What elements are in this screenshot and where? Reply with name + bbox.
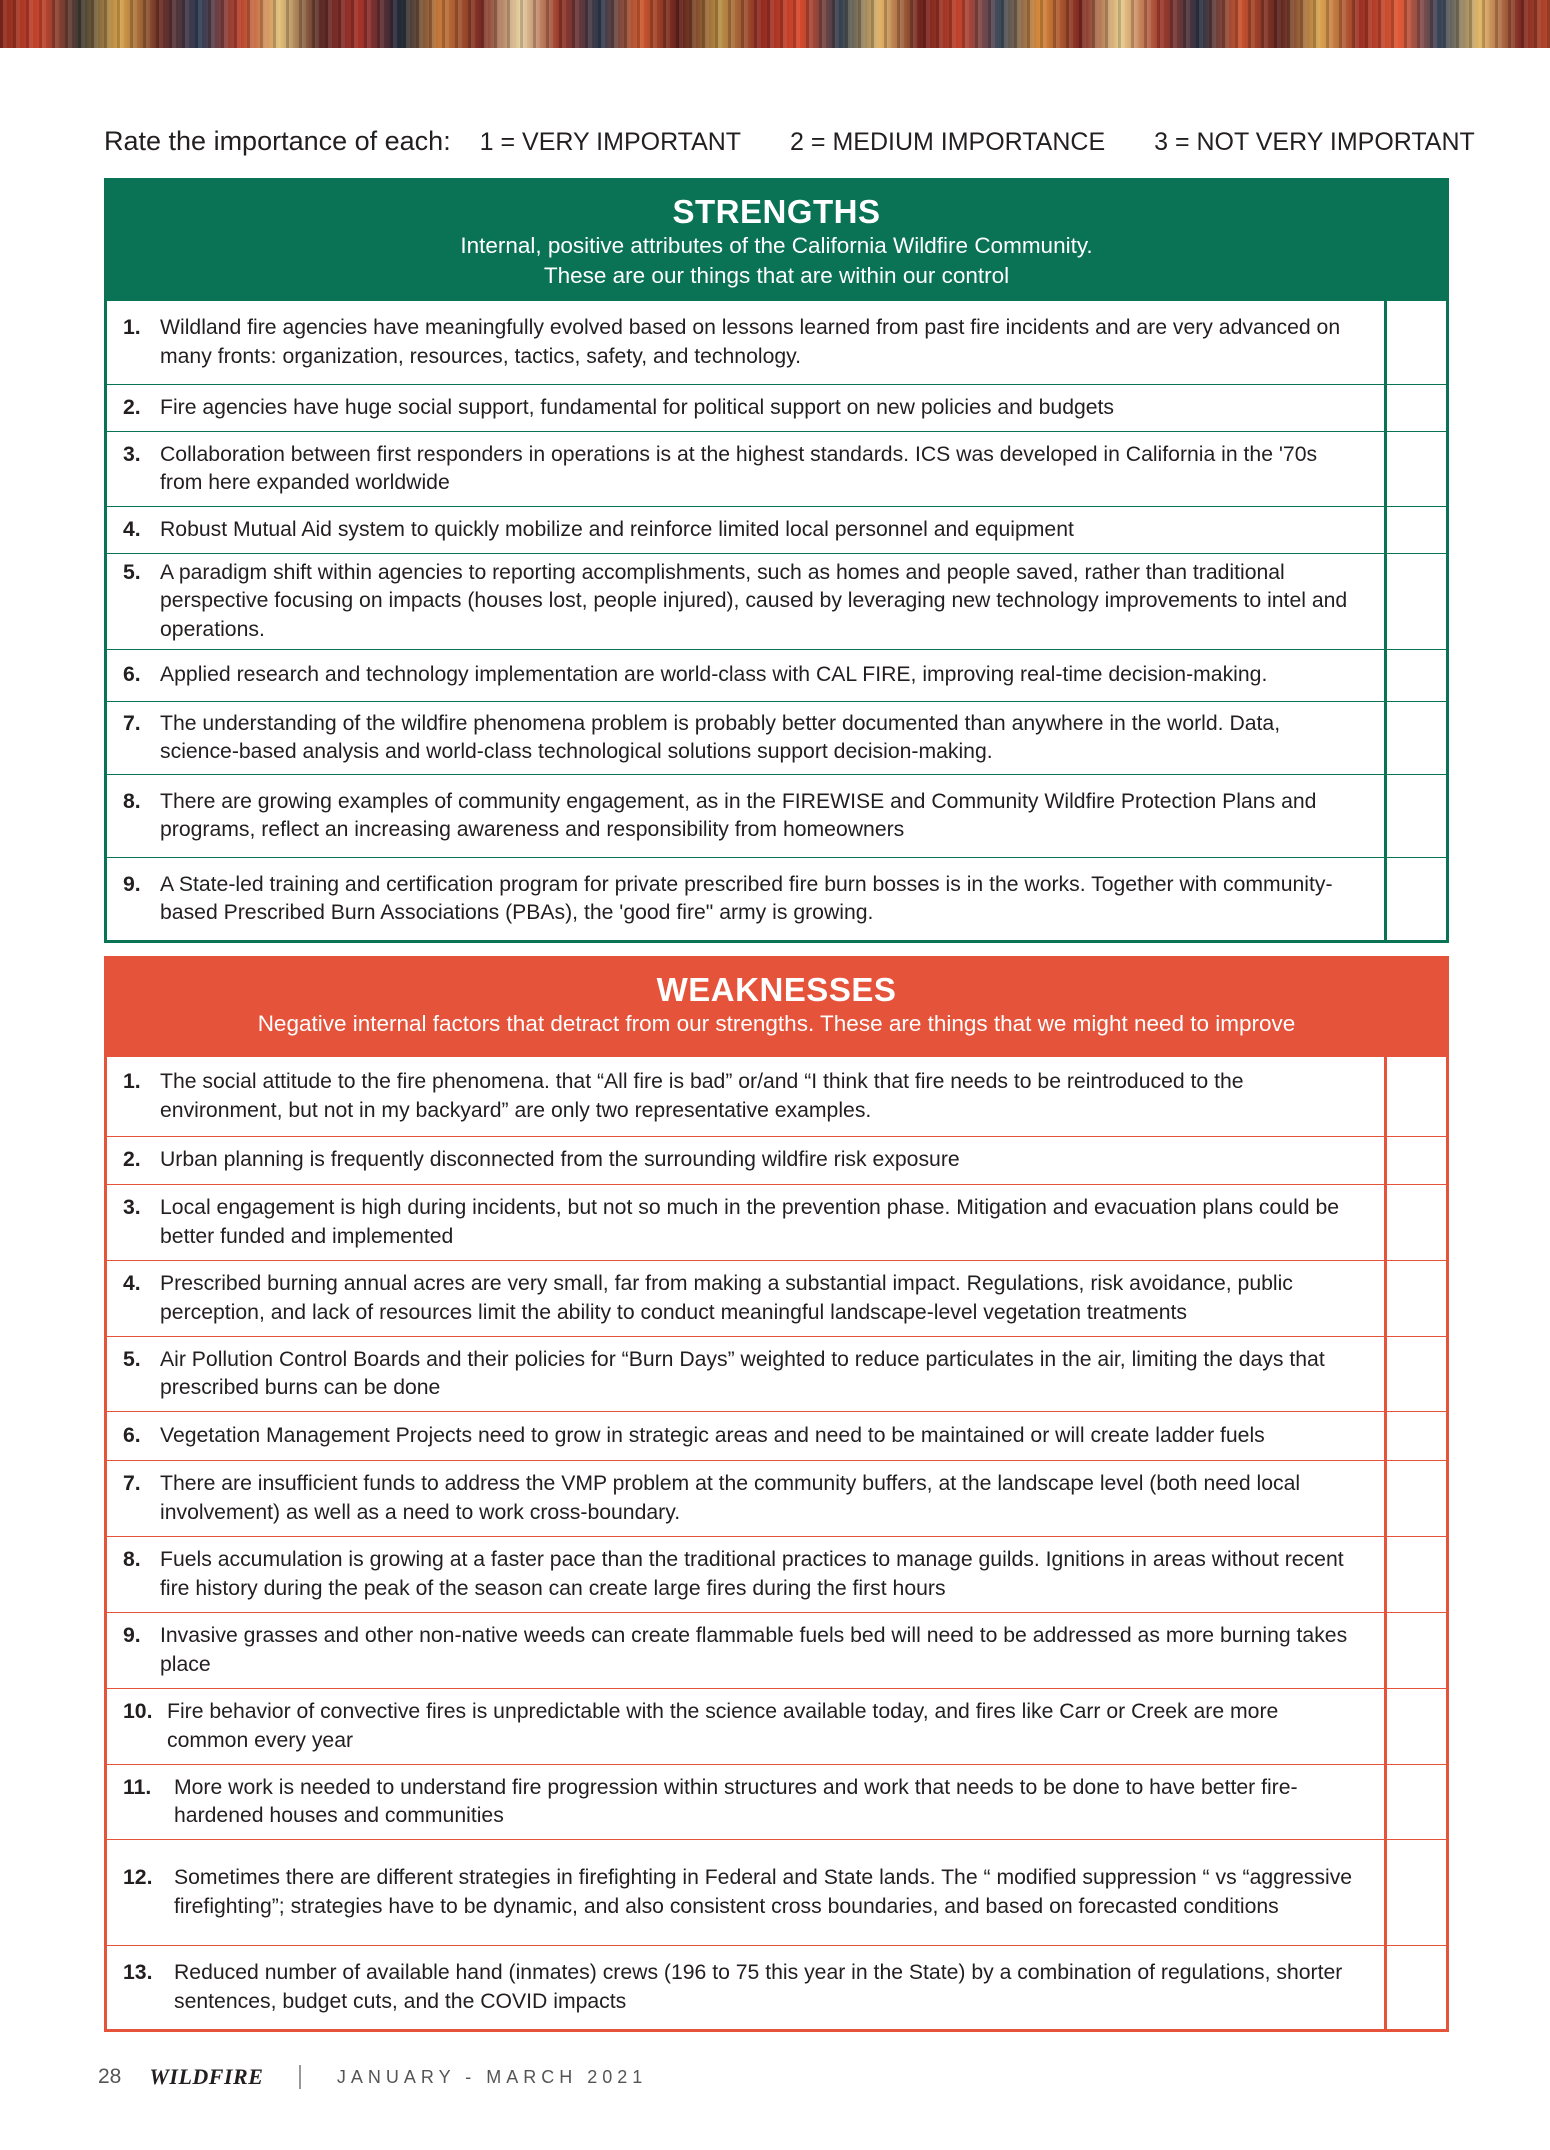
strength-num-8: 8. — [123, 789, 141, 813]
weakness-num-5: 5. — [123, 1347, 141, 1371]
weakness-rating-box-4[interactable] — [1384, 1261, 1446, 1336]
weakness-rating-box-9[interactable] — [1384, 1613, 1446, 1688]
strength-num-9: 9. — [123, 872, 141, 896]
weakness-num-1: 1. — [123, 1070, 141, 1093]
weakness-row-6 — [107, 1411, 1446, 1460]
weakness-rating-box-5[interactable] — [1384, 1337, 1446, 1411]
strength-text-2: Fire agencies have huge social support, fundamental for political support on new policies and budgets — [160, 395, 1115, 419]
rating-option-2: 2 = MEDIUM IMPORTANCE — [790, 128, 1106, 156]
weakness-num-6: 6. — [123, 1423, 141, 1447]
strength-num-1: 1. — [123, 316, 141, 339]
decorative-header-band — [0, 0, 1550, 48]
weakness-num-11: 11. — [123, 1775, 152, 1799]
weakness-text-7: There are insufficient funds to address the VMP problem at the community buffers, at the landscape level (both need local involvement) as well as a need to work cross-boundary. — [160, 1472, 1301, 1524]
weaknesses-subtitle: Negative internal factors that detract from our strengths. These are things that we might need to improve — [257, 1011, 1296, 1036]
weakness-text-8: Fuels accumulation is growing at a faster pace than the traditional practices to manage guilds. Ignitions in areas without recent fire history during the peak of the season can create large fires during the first hours — [160, 1548, 1344, 1600]
weakness-num-8: 8. — [123, 1548, 141, 1571]
strength-num-3: 3. — [123, 442, 141, 466]
weakness-text-11: More work is needed to understand fire progression within structures and work that needs to be done to have better fire-hardened houses and communities — [174, 1775, 1298, 1827]
weakness-rating-box-10[interactable] — [1384, 1689, 1446, 1764]
weakness-num-7: 7. — [123, 1472, 141, 1495]
strength-row-7 — [107, 701, 1446, 774]
weakness-rating-box-1[interactable] — [1384, 1057, 1446, 1136]
weakness-row-1 — [107, 1057, 1446, 1136]
issue-date: JANUARY - MARCH 2021 — [336, 2066, 648, 2087]
page-number: 28 — [98, 2065, 122, 2088]
strength-rating-box-9[interactable] — [1384, 858, 1446, 940]
weakness-num-10: 10. — [123, 1700, 153, 1723]
page-footer — [98, 2062, 647, 2092]
strength-rating-box-2[interactable] — [1384, 385, 1446, 431]
weakness-text-13: Reduced number of available hand (inmates) crews (196 to 75 this year in the State) by a combination of regulations, shorter sentences, budget cuts, and the COVID impacts — [174, 1961, 1343, 2013]
strength-text-7: The understanding of the wildfire phenomena problem is probably better documented than anywhere in the world. Data, science-based analysis and world-class technological solutions support decision-making. — [160, 711, 1281, 763]
weakness-rating-box-13[interactable] — [1384, 1946, 1446, 2029]
weakness-text-9: Invasive grasses and other non-native weeds can create flammable fuels bed will need to be addressed as more burning takes place — [160, 1624, 1348, 1676]
rating-option-3: 3 = NOT VERY IMPORTANT — [1154, 128, 1475, 156]
weakness-rating-box-2[interactable] — [1384, 1137, 1446, 1184]
strength-rating-box-6[interactable] — [1384, 650, 1446, 701]
strengths-subtitle-2: These are our things that are within our control — [543, 263, 1010, 288]
weakness-rating-box-7[interactable] — [1384, 1461, 1446, 1536]
weakness-row-11 — [107, 1764, 1446, 1839]
strength-num-6: 6. — [123, 663, 141, 687]
strengths-panel — [104, 178, 1449, 943]
rating-lead: Rate the importance of each: — [104, 126, 451, 156]
weakness-num-4: 4. — [123, 1272, 141, 1295]
weakness-text-3: Local engagement is high during incidents, but not so much in the prevention phase. Mitigation and evacuation plans could be better funded and implemented — [160, 1196, 1340, 1248]
strengths-subtitle-1: Internal, positive attributes of the California Wildfire Community. — [460, 233, 1093, 258]
rating-instructions — [104, 126, 1475, 157]
strengths-header — [107, 181, 1446, 301]
strength-text-1: Wildland fire agencies have meaningfully evolved based on lessons learned from past fire incidents and are very advanced on many fronts: organization, resources, tactics, safety, and technology. — [160, 316, 1341, 368]
strength-row-5 — [107, 553, 1446, 649]
strengths-rows — [107, 301, 1446, 940]
strength-text-4: Robust Mutual Aid system to quickly mobilize and reinforce limited local personnel and equipment — [160, 517, 1074, 541]
strength-text-3: Collaboration between first responders in operations is at the highest standards. ICS was developed in California in the '70s from here expanded worldwide — [160, 442, 1318, 494]
weakness-row-10 — [107, 1688, 1446, 1764]
strengths-title: STRENGTHS — [672, 193, 881, 230]
strength-text-5: A paradigm shift within agencies to reporting accomplishments, such as homes and people saved, rather than traditional perspective focusing on impacts (houses lost, people injured), caused by leveraging new technology improvements to intel and operations. — [160, 560, 1348, 641]
weaknesses-title: WEAKNESSES — [656, 971, 897, 1008]
weakness-text-4: Prescribed burning annual acres are very small, far from making a substantial impact. Regulations, risk avoidance, public perception, and lack of resources limit the ability to conduct meaningful landscape-level vegetation treatments — [160, 1272, 1293, 1324]
strength-row-6 — [107, 649, 1446, 701]
strength-num-5: 5. — [123, 560, 141, 584]
weakness-row-8 — [107, 1536, 1446, 1612]
weakness-row-5 — [107, 1336, 1446, 1411]
weakness-text-5: Air Pollution Control Boards and their policies for “Burn Days” weighted to reduce particulates in the air, limiting the days that prescribed burns can be done — [160, 1347, 1325, 1399]
weakness-num-13: 13. — [123, 1961, 153, 1984]
strength-rating-box-8[interactable] — [1384, 775, 1446, 857]
strength-row-1 — [107, 301, 1446, 384]
weakness-num-12: 12. — [123, 1866, 153, 1889]
strength-row-8 — [107, 774, 1446, 857]
weaknesses-panel — [104, 956, 1449, 2032]
weakness-row-13 — [107, 1945, 1446, 2029]
rating-option-1: 1 = VERY IMPORTANT — [479, 128, 742, 156]
weakness-row-3 — [107, 1184, 1446, 1260]
weakness-row-2 — [107, 1136, 1446, 1184]
strength-row-3 — [107, 431, 1446, 506]
strength-num-7: 7. — [123, 711, 141, 735]
weakness-row-9 — [107, 1612, 1446, 1688]
weakness-rating-box-8[interactable] — [1384, 1537, 1446, 1612]
weakness-rating-box-3[interactable] — [1384, 1185, 1446, 1260]
strength-rating-box-3[interactable] — [1384, 432, 1446, 506]
weaknesses-rows — [107, 1057, 1446, 2029]
strength-row-2 — [107, 384, 1446, 431]
weakness-rating-box-11[interactable] — [1384, 1765, 1446, 1839]
strength-rating-box-5[interactable] — [1384, 554, 1446, 649]
strength-rating-box-7[interactable] — [1384, 702, 1446, 774]
footer-divider — [299, 2065, 301, 2089]
weakness-num-3: 3. — [123, 1196, 141, 1219]
strength-row-4 — [107, 506, 1446, 553]
weaknesses-header — [107, 959, 1446, 1057]
weakness-text-2: Urban planning is frequently disconnected from the surrounding wildfire risk exposure — [160, 1148, 960, 1172]
weakness-rating-box-12[interactable] — [1384, 1840, 1446, 1945]
strength-num-4: 4. — [123, 517, 141, 541]
strength-rating-box-1[interactable] — [1384, 301, 1446, 384]
weakness-num-9: 9. — [123, 1624, 141, 1647]
strength-row-9 — [107, 857, 1446, 940]
weakness-row-4 — [107, 1260, 1446, 1336]
strength-text-9: A State-led training and certification program for private prescribed fire burn bosses is in the works. Together with community-based Prescribed Burn Associations (PBAs), the 'good fire" army is growing. — [160, 872, 1333, 924]
weakness-text-12: Sometimes there are different strategies in firefighting in Federal and State lands. The “ modified suppression “ vs “aggressive firefighting”; strategies have to be dynamic, and also consistent cross boundaries, and based on forecasted conditions — [174, 1866, 1353, 1918]
weakness-rating-box-6[interactable] — [1384, 1412, 1446, 1460]
weakness-row-7 — [107, 1460, 1446, 1536]
strength-rating-box-4[interactable] — [1384, 507, 1446, 553]
weakness-text-6: Vegetation Management Projects need to grow in strategic areas and need to be maintained or will create ladder fuels — [160, 1423, 1265, 1447]
strength-num-2: 2. — [123, 395, 141, 419]
weakness-text-1: The social attitude to the fire phenomena. that “All fire is bad” or/and “I think that fire needs to be reintroduced to the environment, but not in my backyard” are only two representative examples. — [160, 1070, 1244, 1122]
strength-text-8: There are growing examples of community engagement, as in the FIREWISE and Community Wildfire Protection Plans and programs, reflect an increasing awareness and responsibility from homeowners — [160, 789, 1317, 841]
weakness-text-10: Fire behavior of convective fires is unpredictable with the science available today, and fires like Carr or Creek are more common every year — [167, 1700, 1279, 1752]
strength-text-6: Applied research and technology implementation are world-class with CAL FIRE, improving real-time decision-making. — [160, 663, 1268, 687]
magazine-name: WILDFIRE — [149, 2064, 264, 2089]
weakness-num-2: 2. — [123, 1148, 141, 1172]
weakness-row-12 — [107, 1839, 1446, 1945]
